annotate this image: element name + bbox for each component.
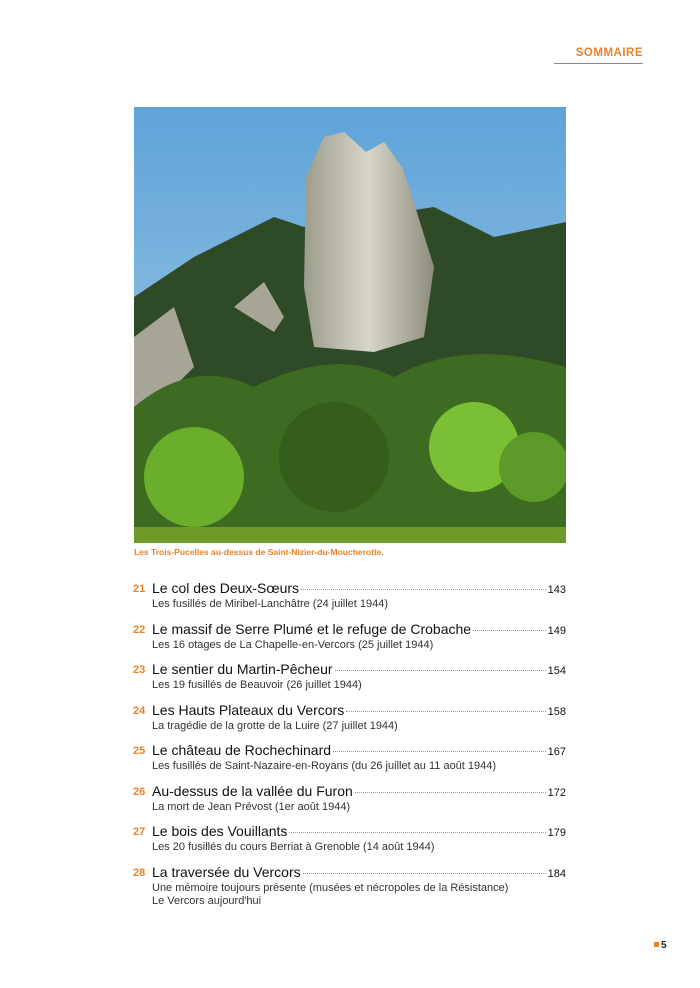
toc-entry-subtitle: Les fusillés de Saint-Nazaire-en-Royans (du 26 juillet au 11 août 1944) <box>152 760 497 772</box>
chapter-number: 24 <box>133 704 146 717</box>
chapter-title: Le col des Deux-Sœurs <box>152 580 300 596</box>
chapter-number: 26 <box>133 785 146 798</box>
leader-dots <box>303 873 546 874</box>
toc-entry-subtitle: Les 16 otages de La Chapelle-en-Vercors (25 juillet 1944) <box>152 638 434 651</box>
chapter-page: 184 <box>547 867 566 880</box>
toc-entry[interactable] <box>133 661 566 702</box>
toc-entry[interactable] <box>133 783 566 824</box>
chapter-page: 154 <box>547 665 566 677</box>
header-rule <box>554 63 643 64</box>
leader-dots <box>346 711 545 712</box>
leader-dots <box>355 792 546 793</box>
leader-dots <box>335 670 546 671</box>
page-number-text: 5 <box>661 940 667 951</box>
chapter-number: 21 <box>133 583 146 595</box>
toc-entry-subtitles <box>152 760 496 773</box>
chapter-page: 179 <box>547 827 566 839</box>
chapter-number: 27 <box>133 826 146 838</box>
chapter-title: La traversée du Vercors <box>152 863 301 880</box>
mountain-photo <box>134 107 566 543</box>
chapter-page: 149 <box>547 624 566 637</box>
toc-entry-subtitles <box>152 679 362 692</box>
toc-entry-subtitle: Les 19 fusillés de Beauvoir (26 juillet 1944) <box>152 679 362 691</box>
toc-entry-subtitles <box>152 882 508 908</box>
toc-entry-subtitles <box>152 598 388 611</box>
section-header <box>554 47 643 64</box>
leader-dots <box>289 832 545 833</box>
toc-entry[interactable] <box>133 580 566 621</box>
toc-entry-subtitle: Les fusillés de Miribel-Lanchâtre (24 juillet 1944) <box>152 598 389 610</box>
chapter-title: Le bois des Vouillants <box>152 823 288 839</box>
photo-caption: Les Trois-Pucelles au-dessus de Saint-Nizier-du-Moucherotte. <box>134 547 384 557</box>
toc-entry[interactable] <box>133 823 566 864</box>
toc-entry-subtitles <box>152 639 433 652</box>
chapter-number: 28 <box>133 866 146 879</box>
chapter-number: 25 <box>133 745 146 757</box>
toc-entry[interactable] <box>133 702 566 743</box>
table-of-contents <box>133 580 566 907</box>
accent-square <box>654 942 659 947</box>
toc-entry[interactable] <box>133 742 566 783</box>
toc-entry[interactable] <box>133 864 566 905</box>
toc-entry-subtitle: Une mémoire toujours présente (musées et nécropoles de la Résistance) <box>152 881 509 894</box>
leader-dots <box>333 751 546 752</box>
toc-entry-subtitle: Les 20 fusillés du cours Berriat à Grenoble (14 août 1944) <box>152 841 435 853</box>
chapter-title: Le massif de Serre Plumé et le refuge de Crobache <box>152 620 472 637</box>
chapter-page: 167 <box>547 746 566 758</box>
toc-entry-subtitles <box>152 801 350 814</box>
section-title: SOMMAIRE <box>575 47 643 59</box>
toc-entry-subtitle: La tragédie de la grotte de la Luire (27 juillet 1944) <box>152 719 398 732</box>
chapter-page: 143 <box>547 584 566 596</box>
chapter-title: Les Hauts Plateaux du Vercors <box>152 701 345 718</box>
page-number <box>654 940 667 951</box>
leader-dots <box>473 630 546 631</box>
toc-entry-subtitles <box>152 720 398 733</box>
chapter-number: 22 <box>133 623 146 636</box>
chapter-number: 23 <box>133 664 146 676</box>
chapter-title: Le sentier du Martin-Pêcheur <box>152 661 333 677</box>
chapter-page: 172 <box>547 786 566 799</box>
toc-entry[interactable] <box>133 621 566 662</box>
chapter-title: Le château de Rochechinard <box>152 742 332 758</box>
toc-entry-subtitle: Le Vercors aujourd'hui <box>152 894 262 907</box>
toc-entry-subtitles <box>152 841 435 854</box>
leader-dots <box>301 589 546 590</box>
toc-entry-subtitle: La mort de Jean Prévost (1er août 1944) <box>152 800 351 813</box>
chapter-page: 158 <box>547 705 566 718</box>
chapter-title: Au-dessus de la vallée du Furon <box>152 782 353 799</box>
